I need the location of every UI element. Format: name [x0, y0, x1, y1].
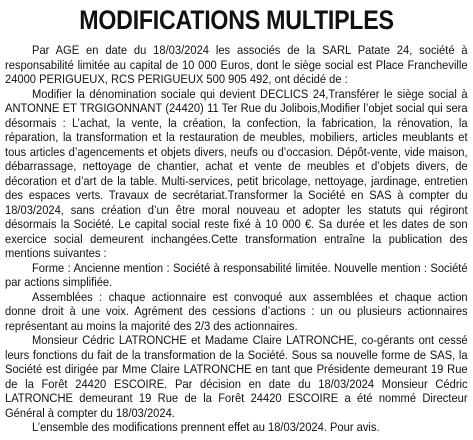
paragraph-intro: Par AGE en date du 18/03/2024 les associés de la SARL Patate 24, société à responsabilité limitée au capital de 10 000 Euros, dont le siège social est Place Francheville 24000 PERIGUEUX, RCS PERIGUEUX 500 905 492, ont décidé de :: [5, 43, 468, 86]
paragraph-forme: Forme : Ancienne mention : Société à responsabilité limitée. Nouvelle mention : Société par actions simplifiée.: [5, 260, 468, 289]
paragraph-effet: L’ensemble des modifications prennent effet au 18/03/2024. Pour avis.: [32, 420, 380, 434]
paragraph-assemblees: Assemblées : chaque actionnaire est convoqué aux assemblées et chaque action donne droit à une voix. Agrément des cessions d’actions : un ou plusieurs actionnaires représentant au moins la majorité des 2/3 des actionnaires.: [5, 289, 468, 333]
paragraph-direction: Monsieur Cédric LATRONCHE et Madame Claire LATRONCHE, co-gérants ont cessé leurs fonctions du fait de la transformation de la Société. Sous sa nouvelle forme de SAS, la Société est dirigée par Mme Claire LATRONCHE en tant que Présidente demeurant 19 Rue de la Forêt 24420 ESCOIRE. Par décision en date du 18/03/2024 Monsieur Cédric LATRONCHE demeurant 19 Rue de la Forêt 24420 ESCOIRE a été nommé Directeur Général à compter du 18/03/2024.: [5, 333, 468, 420]
notice-body: [5, 43, 468, 435]
notice-title: MODIFICATIONS MULTIPLES: [79, 5, 394, 35]
paragraph-decisions: Modifier la dénomination sociale qui devient DECLICS 24,Transférer le siège social à ANTONNE ET TRGIGONNANT (24420) 11 Ter Rue du Jolibois,Modifier l’objet social qui sera désormais : L’achat, la vente, la création, la confection, la fabrication, la rénovation, la réparation, la transformation et la restauration de meubles, mobiliers, articles meublants et tous articles d’agencements et objets divers, neufs ou d’occasion. Dépôt-vente, vide maison, débarrassage, nettoyage de chantier, achat et vente de meubles et d’objets divers, de décoration et d’art de la table. Multi-services, petit bricolage, nettoyage, jardinage, entretien des espaces verts. Travaux de secrétariat.Transformer la Société en SAS à compter du 18/03/2024, sans création d’un être moral nouveau et adopter les statuts qui régiront désormais la Société. Le capital social reste fixé à 10 000 €. Sa durée et les dates de son exercice social demeurent inchangées.Cette transformation entraîne la publication des mentions suivantes :: [5, 86, 468, 260]
